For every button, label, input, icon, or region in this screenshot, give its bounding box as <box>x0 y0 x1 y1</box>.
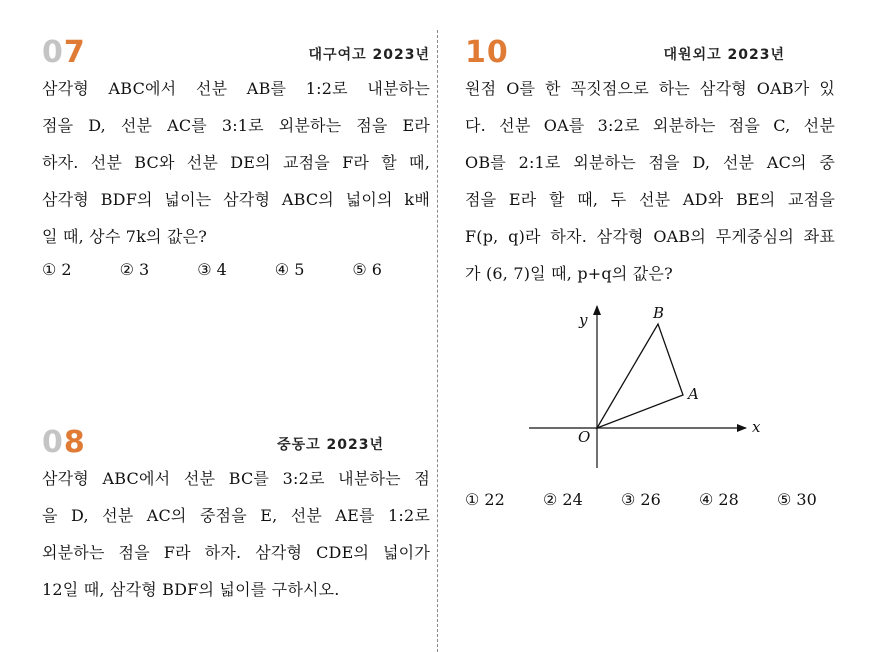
problem-text <box>42 460 430 608</box>
problem-line: 삼각형 BDF의 넓이는 삼각형 ABC의 넓이의 k배 <box>42 190 430 209</box>
problem-source: 대원외고 2023년 <box>663 47 785 63</box>
choice-2[interactable]: ② 3 <box>119 260 150 279</box>
y-axis-label: y <box>579 311 588 329</box>
problem-number: 08 <box>42 425 86 460</box>
problem-line: 삼각형 ABC에서 선분 AB를 1:2로 내분하는 <box>42 79 430 98</box>
problem-text <box>42 70 430 255</box>
answer-choices <box>42 257 430 283</box>
choice-1[interactable]: ① 2 <box>42 260 72 279</box>
point-a-label: A <box>688 385 699 403</box>
problem-line: 삼각형 ABC에서 선분 BC를 3:2로 내분하는 점 <box>42 469 430 488</box>
choice-4[interactable]: ④ 5 <box>274 260 305 279</box>
problem-07 <box>42 36 430 283</box>
problem-line: 외분하는 점을 F라 하자. 삼각형 CDE의 넓이가 <box>42 543 430 562</box>
point-b-label: B <box>653 304 665 322</box>
problem-source: 대구여고 2023년 <box>308 47 430 63</box>
problem-line: OB를 2:1로 외분하는 점을 D, 선분 AC의 중 <box>465 153 835 172</box>
problem-header <box>42 36 430 70</box>
problem-source: 중동고 2023년 <box>277 437 384 453</box>
choice-5[interactable]: ⑤ 30 <box>777 490 817 509</box>
problem-line: 가 (6, 7)일 때, p+q의 값은? <box>465 264 673 283</box>
choice-5[interactable]: ⑤ 6 <box>352 260 382 279</box>
problem-10 <box>465 36 835 292</box>
answer-choices <box>465 487 855 513</box>
problem-line: 일 때, 상수 7k의 값은? <box>42 227 208 246</box>
problem-line: 점을 D, 선분 AC를 3:1로 외분하는 점을 E라 <box>42 116 430 135</box>
problem-number: 07 <box>42 35 86 70</box>
problem-header <box>42 426 430 460</box>
problem-08 <box>42 426 430 608</box>
problem-line: 하자. 선분 BC와 선분 DE의 교점을 F라 할 때, <box>42 153 430 172</box>
choice-4[interactable]: ④ 28 <box>699 490 739 509</box>
choice-2[interactable]: ② 24 <box>543 490 583 509</box>
origin-label: O <box>578 428 591 446</box>
problem-line: 12일 때, 삼각형 BDF의 넓이를 구하시오. <box>42 580 340 599</box>
coordinate-figure <box>524 300 774 475</box>
problem-header <box>465 36 835 70</box>
problem-line: 다. 선분 OA를 3:2로 외분하는 점을 C, 선분 <box>465 116 835 135</box>
problem-line: F(p, q)라 하자. 삼각형 OAB의 무게중심의 좌표 <box>465 227 835 246</box>
choice-1[interactable]: ① 22 <box>465 490 505 509</box>
x-axis-label: x <box>752 418 761 436</box>
problem-line: 원점 O를 한 꼭짓점으로 하는 삼각형 OAB가 있 <box>465 79 835 98</box>
choice-3[interactable]: ③ 26 <box>621 490 661 509</box>
choice-3[interactable]: ③ 4 <box>197 260 227 279</box>
column-divider <box>437 30 438 652</box>
problem-text <box>465 70 835 292</box>
problem-line: 점을 E라 할 때, 두 선분 AD와 BE의 교점을 <box>465 190 835 209</box>
problem-line: 을 D, 선분 AC의 중점을 E, 선분 AE를 1:2로 <box>42 506 430 525</box>
problem-number: 10 <box>465 35 509 70</box>
triangle-oab <box>597 324 683 428</box>
